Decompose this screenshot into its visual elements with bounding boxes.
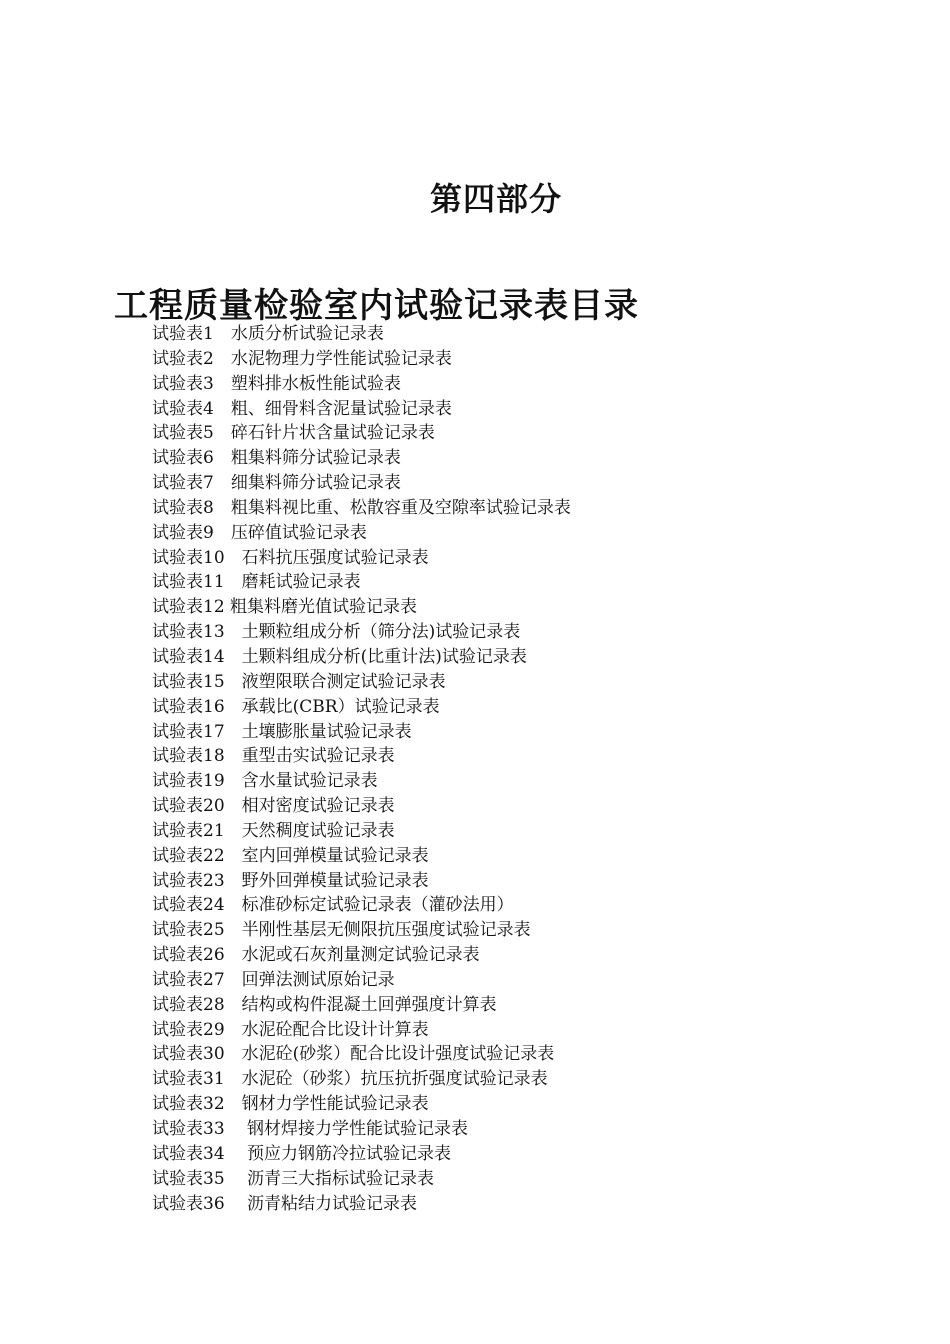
toc-item: 试验表10 石料抗压强度试验记录表 (152, 547, 429, 568)
toc-item: 试验表32 钢材力学性能试验记录表 (152, 1094, 429, 1115)
toc-item: 试验表26 水泥或石灰剂量测定试验记录表 (152, 945, 480, 966)
toc-item: 试验表33 钢材焊接力学性能试验记录表 (152, 1119, 469, 1139)
toc-item: 试验表21 天然稠度试验记录表 (152, 820, 395, 841)
toc-item: 试验表30 水泥砼(砂浆）配合比设计强度试验记录表 (152, 1044, 555, 1065)
toc-item: 试验表31 水泥砼（砂浆）抗压抗折强度试验记录表 (152, 1069, 548, 1090)
toc-item: 试验表18 重型击实试验记录表 (152, 746, 395, 767)
toc-item: 试验表25 半刚性基层无侧限抗压强度试验记录表 (152, 920, 531, 941)
toc-item: 试验表5 碎石针片状含量试验记录表 (152, 423, 435, 444)
toc-title: 工程质量检验室内试验记录表目录 (114, 286, 639, 326)
toc-item: 试验表1 水质分析试验记录表 (152, 324, 384, 344)
toc-item: 试验表22 室内回弹模量试验记录表 (152, 845, 429, 866)
toc-list (152, 322, 571, 1216)
toc-item: 试验表13 土颗粒组成分析（筛分法)试验记录表 (152, 622, 521, 643)
toc-item: 试验表12 粗集料磨光值试验记录表 (152, 597, 418, 618)
toc-item: 试验表19 含水量试验记录表 (152, 771, 378, 792)
toc-item: 试验表34 预应力钢筋冷拉试验记录表 (152, 1143, 452, 1164)
toc-item: 试验表28 结构或构件混凝土回弹强度计算表 (152, 994, 497, 1015)
part-title: 第四部分 (430, 180, 563, 218)
toc-item: 试验表9 压碎值试验记录表 (152, 522, 367, 543)
toc-item: 试验表3 塑料排水板性能试验表 (152, 373, 401, 394)
toc-item: 试验表35 沥青三大指标试验记录表 (152, 1168, 435, 1189)
toc-item: 试验表6 粗集料筛分试验记录表 (152, 448, 401, 469)
toc-item: 试验表4 粗、细骨料含泥量试验记录表 (152, 398, 452, 419)
toc-item: 试验表16 承载比(CBR）试验记录表 (152, 696, 440, 717)
toc-item: 试验表20 相对密度试验记录表 (152, 796, 395, 817)
toc-item: 试验表14 土颗料组成分析(比重计法)试验记录表 (152, 646, 527, 667)
toc-item: 试验表24 标准砂标定试验记录表（灌砂法用） (152, 895, 514, 916)
toc-item: 试验表2 水泥物理力学性能试验记录表 (152, 348, 452, 369)
toc-item: 试验表17 土壤膨胀量试验记录表 (152, 721, 412, 742)
toc-item: 试验表11 磨耗试验记录表 (152, 572, 361, 593)
toc-item: 试验表15 液塑限联合测定试验记录表 (152, 671, 446, 692)
toc-item: 试验表29 水泥砼配合比设计计算表 (152, 1019, 429, 1040)
toc-item: 试验表36 沥青粘结力试验记录表 (152, 1193, 418, 1214)
toc-item: 试验表8 粗集料视比重、松散容重及空隙率试验记录表 (152, 497, 571, 518)
toc-item: 试验表23 野外回弹模量试验记录表 (152, 870, 429, 891)
toc-item: 试验表27 回弹法测试原始记录 (152, 969, 395, 990)
toc-item: 试验表7 细集料筛分试验记录表 (152, 473, 401, 494)
